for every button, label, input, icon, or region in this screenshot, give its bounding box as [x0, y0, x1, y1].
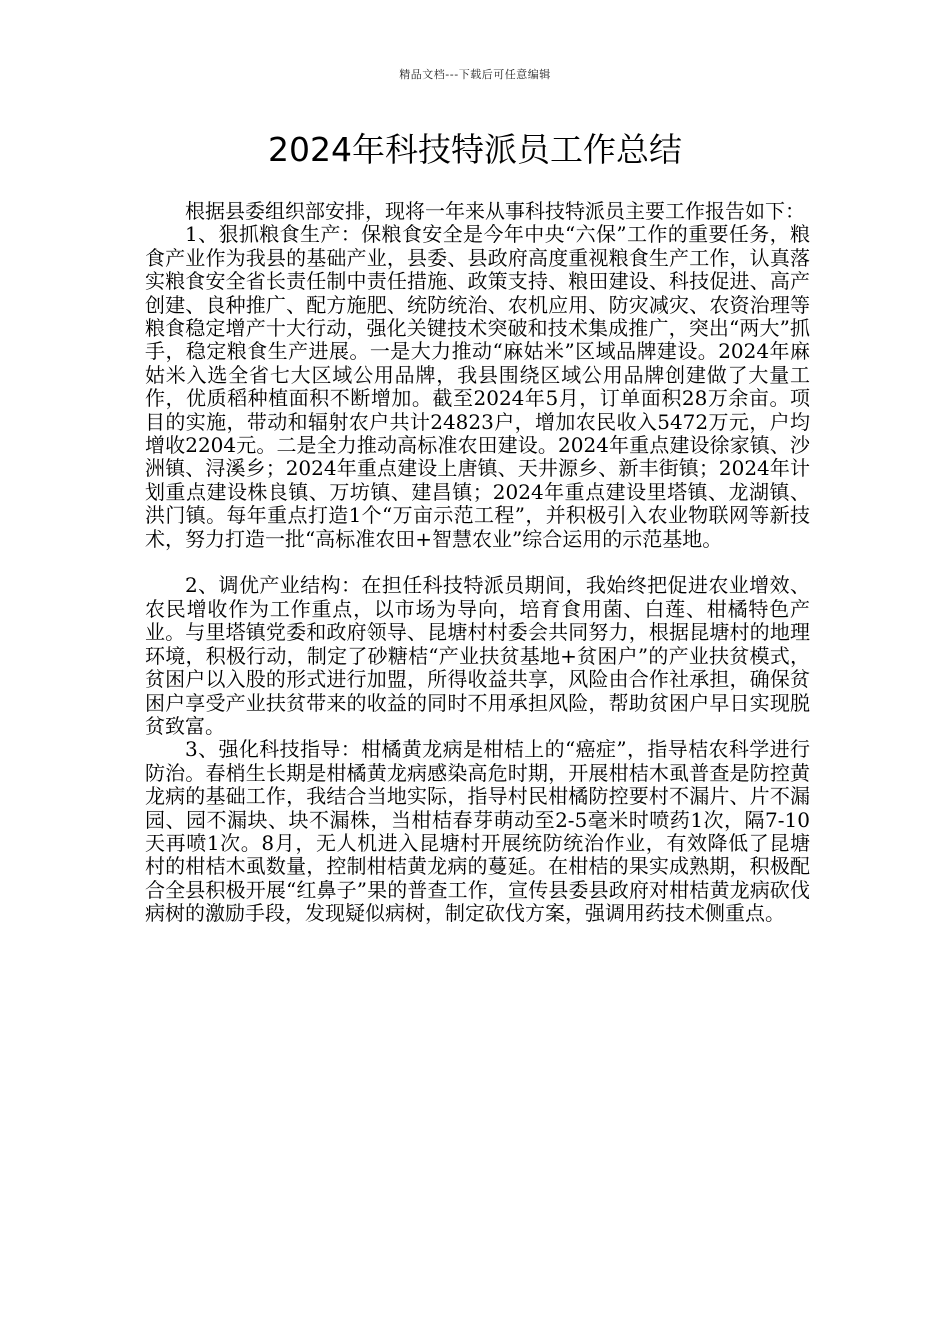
- intro-paragraph: 根据县委组织部安排，现将一年来从事科技特派员主要工作报告如下：: [185, 199, 805, 223]
- section-grain-production: 1、狠抓粮食生产：保粮食安全是今年中央“六保”工作的重要任务，粮食产业作为我县的基础产业，县委、县政府高度重视粮食生产工作，认真落实粮食安全省长责任制中责任措施、政策支持、粮田建设、科技促进、高产创建、良种推广、配方施肥、统防统治、农机应用、防灾减灾、农资治理等粮食稳定增产十大行动，强化关键技术突破和技术集成推广，突出“两大”抓手，稳定粮食生产进展。一是大力推动“麻姑米”区域品牌建设。2024年麻姑米入选全省七大区域公用品牌，我县围绕区域公用品牌创建做了大量工作，优质稻种植面积不断增加。截至2024年5月，订单面积28万余亩。项目的实施，带动和辐射农户共计24823户，增加农民收入5472万元，户均增收2204元。二是全力推动高标准农田建设。2024年重点建设徐家镇、沙洲镇、浔溪乡；2024年重点建设上唐镇、天井源乡、新丰街镇；2024年计划重点建设株良镇、万坊镇、建昌镇；2024年重点建设里塔镇、龙湖镇、洪门镇。每年重点打造1个“万亩示范工程”，并积极引入农业物联网等新技术，努力打造一批“高标准农田+智慧农业”综合运用的示范基地。: [145, 222, 810, 551]
- page-header: 精品文档---下载后可任意编辑: [399, 68, 551, 81]
- section-tech-guidance: 3、强化科技指导：柑橘黄龙病是柑桔上的“癌症”，指导桔农科学进行防治。春梢生长期是柑橘黄龙病感染高危时期，开展柑桔木虱普查是防控黄龙病的基础工作，我结合当地实际，指导村民柑橘防控要村不漏片、片不漏园、园不漏块、块不漏株，当柑桔春芽萌动至2-5毫米时喷药1次，隔7-10天再喷1次。8月，无人机进入昆塘村开展统防统治作业，有效降低了昆塘村的柑桔木虱数量，控制柑桔黄龙病的蔓延。在柑桔的果实成熟期，积极配合全县积极开展“红鼻子”果的普查工作，宣传县委县政府对柑桔黄龙病砍伐病树的激励手段，发现疑似病树，制定砍伐方案，强调用药技术侧重点。: [145, 737, 810, 926]
- document-body: [145, 200, 810, 926]
- section-industry-structure: 2、调优产业结构：在担任科技特派员期间，我始终把促进农业增效、农民增收作为工作重点，以市场为导向，培育食用菌、白莲、柑橘特色产业。与里塔镇党委和政府领导、昆塘村村委会共同努力，根据昆塘村的地理环境，积极行动，制定了砂糖桔“产业扶贫基地+贫困户”的产业扶贫模式，贫困户以入股的形式进行加盟，所得收益共享，风险由合作社承担，确保贫困户享受产业扶贫带来的收益的同时不用承担风险，帮助贫困户早日实现脱贫致富。: [145, 573, 810, 738]
- document-title: 2024年科技特派员工作总结: [268, 130, 682, 169]
